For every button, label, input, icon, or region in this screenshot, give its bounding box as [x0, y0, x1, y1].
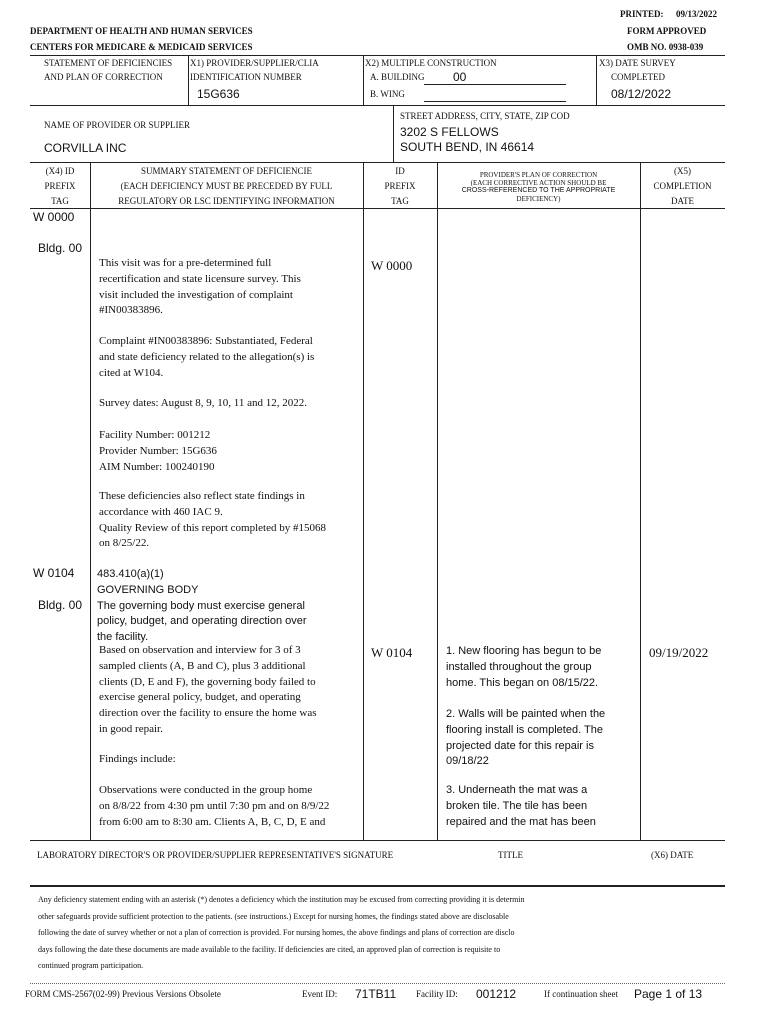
text-line: AIM Number: 100240190 [99, 460, 215, 473]
text-line: Provider Number: 15G636 [99, 444, 217, 457]
x4-header-2: PREFIX [44, 181, 76, 191]
intro-paragraph-2 [99, 334, 314, 381]
text-line: the facility. [97, 631, 149, 644]
provider-name-label: NAME OF PROVIDER OR SUPPLIER [44, 120, 191, 130]
text-line: cited at W104. [99, 366, 164, 379]
tag-w0104: W 0104 [33, 566, 75, 580]
plan-header-4: DEFICIENCY) [516, 195, 561, 203]
plan-item-3 [446, 783, 596, 830]
intro-paragraph-3 [99, 396, 307, 412]
text-line: This visit was for a pre-determined full [99, 257, 272, 269]
text-line: Quality Review of this report completed by #15068 [99, 521, 326, 534]
text-line: Observations were conducted in the group home [99, 784, 313, 796]
form-approved: FORM APPROVED [627, 26, 707, 36]
building-tag-1: Bldg. 00 [38, 241, 83, 255]
text-line: 483.410(a)(1) [97, 568, 164, 580]
text-line: Findings include: [99, 753, 176, 765]
x1-label-2: IDENTIFICATION NUMBER [190, 72, 302, 82]
text-line: repaired and the mat has been [446, 815, 596, 828]
text-line: home. This began on 08/15/22. [446, 676, 599, 689]
plan-header-1: PROVIDER'S PLAN OF CORRECTION [479, 171, 598, 179]
continuation-label: If continuation sheet [544, 989, 618, 999]
centers-title: CENTERS FOR MEDICARE & MEDICAID SERVICES [30, 42, 253, 52]
text-line: exercise general policy, budget, and operating [99, 691, 301, 704]
x5-header-3: DATE [671, 196, 694, 206]
text-line: sampled clients (A, B and C), plus 3 additional [99, 659, 306, 672]
id-header-3: TAG [391, 196, 409, 206]
statement-label-2: AND PLAN OF CORRECTION [44, 72, 163, 82]
text-line: Complaint #IN00383896: Substantiated, Federal [99, 335, 313, 347]
footnote-text [38, 892, 738, 975]
text-line: Based on observation and interview for 3 of 3 [99, 644, 301, 656]
intro-paragraph-4 [99, 428, 217, 475]
clia-number: 15G636 [197, 87, 240, 101]
x5-header-1: (X5) [674, 166, 691, 176]
text-line: policy, budget, and operating direction over [97, 615, 307, 628]
intro-paragraph-1 [99, 256, 301, 319]
x5-header-2: COMPLETION [653, 181, 712, 191]
address-label: STREET ADDRESS, CITY, STATE, ZIP COD [400, 111, 570, 121]
text-line: #IN00383896. [99, 304, 163, 317]
intro-paragraph-5 [99, 489, 326, 552]
text-line: broken tile. The tile has been [446, 799, 588, 812]
form-number: FORM CMS-2567(02-99) Previous Versions Obsolete [25, 989, 221, 999]
event-id-value: 71TB11 [355, 987, 397, 1001]
completion-date: 09/19/2022 [649, 645, 709, 660]
text-line: recertification and state licensure survey. This [99, 272, 301, 285]
text-line: accordance with 460 IAC 9. [99, 505, 223, 518]
text-line: from 6:00 am to 8:30 am. Clients A, B, C, D, E and [99, 815, 326, 828]
id-header-1: ID [395, 166, 405, 176]
provider-name: CORVILLA INC [44, 141, 127, 155]
text-line: on 8/25/22. [99, 537, 150, 550]
x3-label-1: X3) DATE SURVEY [599, 58, 676, 68]
text-line: on 8/8/22 from 4:30 pm until 7:30 pm and on 8/9/22 [99, 799, 330, 812]
text-line: 09/18/22 [446, 755, 489, 768]
department-title: DEPARTMENT OF HEALTH AND HUMAN SERVICES [30, 26, 253, 36]
plan-header-3: CROSS-REFERENCED TO THE APPROPRIATE [461, 187, 616, 194]
page-number: Page 1 of 13 [634, 987, 703, 1001]
text-line: clients (D, E and F), the governing body failed to [99, 675, 316, 688]
director-signature-label: LABORATORY DIRECTOR'S OR PROVIDER/SUPPLIER REPRESENTATIVE'S SIGNATURE [37, 850, 394, 860]
tag-w0000: W 0000 [33, 210, 75, 224]
id-header-2: PREFIX [384, 181, 416, 191]
facility-id-label: Facility ID: [416, 989, 458, 999]
facility-id-value: 001212 [476, 987, 517, 1001]
text-line: flooring install is completed. The [446, 723, 603, 736]
text-line: Survey dates: August 8, 9, 10, 11 and 12, 2022. [99, 397, 307, 409]
x2-label: X2) MULTIPLE CONSTRUCTION [365, 58, 497, 68]
omb-number: OMB NO. 0938-039 [627, 42, 704, 52]
survey-date: 08/12/2022 [611, 87, 672, 101]
printed-label: PRINTED: [620, 9, 664, 19]
text-line: in good repair. [99, 722, 163, 735]
findings-paragraph-3 [99, 783, 329, 830]
text-line: These deficiencies also reflect state findings in [99, 490, 305, 502]
text-line: and state deficiency related to the allegation(s) is [99, 350, 315, 363]
x4-header-1: (X4) ID [45, 166, 75, 176]
title-label: TITLE [498, 850, 523, 860]
text-line: direction over the facility to ensure the home was [99, 707, 317, 720]
address-street: 3202 S FELLOWS [400, 125, 499, 139]
text-line: visit included the investigation of complaint [99, 288, 293, 301]
text-line: Facility Number: 001212 [99, 429, 211, 441]
regulation-text [97, 567, 307, 646]
footnote-line: Any deficiency statement ending with an asterisk (*) denotes a deficiency which the institution may be excused from correcting providing it is determin [38, 895, 525, 904]
text-line: The governing body must exercise general [97, 599, 305, 612]
findings-paragraph-1 [99, 643, 316, 738]
plan-item-1 [446, 644, 601, 691]
plan-item-2 [446, 707, 605, 770]
id-prefix-w0104: W 0104 [371, 645, 413, 660]
building-label: A. BUILDING [370, 72, 425, 82]
text-line: 1. New flooring has begun to be [446, 645, 602, 657]
statement-label-1: STATEMENT OF DEFICIENCIES [44, 58, 173, 68]
text-line: GOVERNING BODY [97, 583, 199, 596]
x1-label-1: X1) PROVIDER/SUPPLIER/CLIA [190, 58, 319, 68]
summary-header-3: REGULATORY OR LSC IDENTIFYING INFORMATION [118, 196, 335, 206]
building-tag-2: Bldg. 00 [38, 598, 83, 612]
footnote-line: days following the date these documents are made available to the facility. If deficiencies are cited, an approved plan of correction is requisite to [38, 944, 501, 954]
footnote-line: continued program participation. [38, 961, 144, 970]
text-line: 3. Underneath the mat was a [446, 784, 588, 796]
summary-header-2: (EACH DEFICIENCY MUST BE PRECEDED BY FULL [120, 181, 333, 191]
building-value: 00 [453, 70, 467, 84]
x3-label-2: COMPLETED [611, 72, 665, 82]
id-prefix-w0000: W 0000 [371, 258, 413, 273]
wing-label: B. WING [370, 89, 405, 99]
printed-date: 09/13/2022 [676, 9, 718, 19]
plan-header-2: (EACH CORRECTIVE ACTION SHOULD BE [470, 179, 607, 187]
event-id-label: Event ID: [302, 989, 338, 999]
signature-date-label: (X6) DATE [651, 850, 694, 860]
address-city: SOUTH BEND, IN 46614 [400, 140, 535, 154]
findings-paragraph-2 [99, 752, 176, 768]
summary-header-1: SUMMARY STATEMENT OF DEFICIENCIE [140, 166, 313, 176]
x4-header-3: TAG [51, 196, 69, 206]
text-line: installed throughout the group [446, 660, 592, 673]
footnote-line: other safeguards provide sufficient protection to the patients. (see instructions.) Except for nursing homes, the findings stated above are disclosable [38, 911, 509, 921]
text-line: projected date for this repair is [446, 739, 594, 752]
text-line: 2. Walls will be painted when the [446, 708, 606, 720]
footnote-line: following the date of survey whether or not a plan of correction is provided. For nursing homes, the above findings and plans of correction are disclo [38, 928, 515, 937]
